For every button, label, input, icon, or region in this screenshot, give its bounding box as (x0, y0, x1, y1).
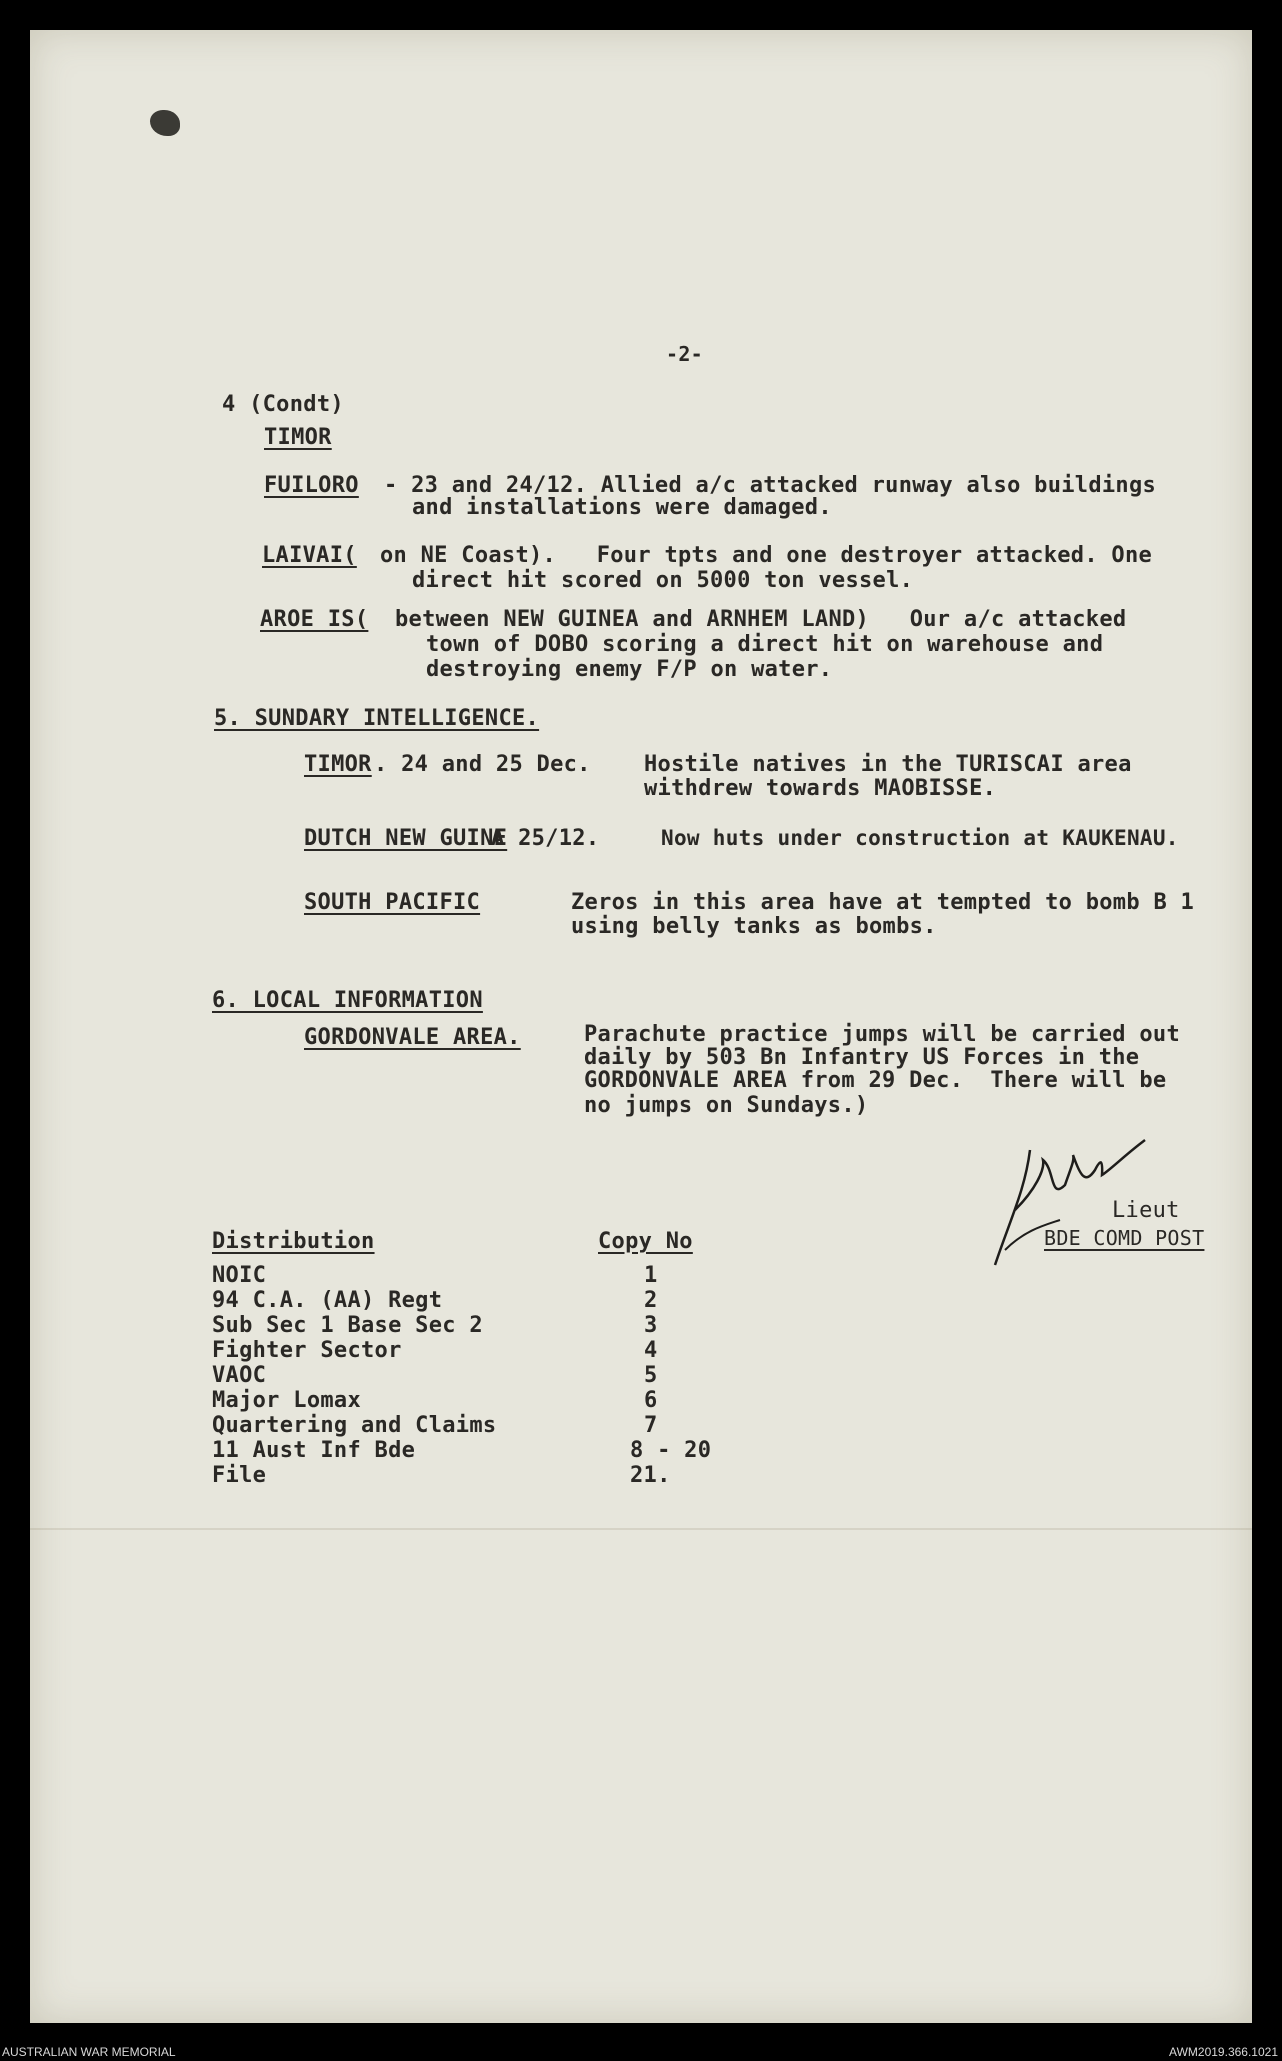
distribution-name: Quartering and Claims (212, 1413, 497, 1438)
place-laivai: LAIVAI( (262, 543, 357, 568)
place-timor: TIMOR (304, 752, 372, 777)
text-line: Hostile natives in the TURISCAI area (644, 752, 1132, 777)
text-line: - 23 and 24/12. Allied a/c attacked runway also buildings (384, 473, 1157, 498)
text-line: Parachute practice jumps will be carried out (584, 1022, 1180, 1047)
region-timor: TIMOR (264, 425, 332, 450)
distribution-name: 94 C.A. (AA) Regt (212, 1288, 443, 1313)
date: A 25/12. (491, 826, 600, 851)
copy-number: 2 (644, 1288, 658, 1313)
text-line: no jumps on Sundays.) (584, 1093, 869, 1118)
section-6-title: 6. LOCAL INFORMATION (212, 988, 483, 1013)
place-south-pacific: SOUTH PACIFIC (304, 890, 481, 915)
place-fuiloro: FUILORO (264, 473, 359, 498)
place-aroe-is: AROE IS( (260, 607, 369, 632)
distribution-name: VAOC (212, 1363, 267, 1388)
text-line: and installations were damaged. (412, 495, 832, 520)
text-line: daily by 503 Bn Infantry US Forces in the (584, 1045, 1140, 1070)
text-line: using belly tanks as bombs. (571, 914, 937, 939)
place-dutch-new-guinea: DUTCH NEW GUINE (304, 826, 508, 851)
text-line: town of DOBO scoring a direct hit on warehouse and (426, 632, 1104, 657)
text-line: GORDONVALE AREA from 29 Dec. There will be (584, 1068, 1167, 1093)
text-line: Zeros in this area have at tempted to bomb B 1 (571, 890, 1195, 915)
distribution-name: Sub Sec 1 Base Sec 2 (212, 1313, 483, 1338)
text-line: Now huts under construction at KAUKENAU. (661, 826, 1179, 850)
footer-accession: AWM2019.366.1021 (1169, 2045, 1278, 2059)
copy-number: 5 (644, 1363, 658, 1388)
text-line: on NE Coast). Four tpts and one destroyer attacked. One (380, 543, 1153, 568)
footer-credit: AUSTRALIAN WAR MEMORIAL (2, 2045, 176, 2059)
copy-number: 1 (644, 1263, 658, 1288)
distribution-header: Distribution (212, 1229, 375, 1254)
date: . 24 and 25 Dec. (374, 752, 591, 777)
distribution-name: NOIC (212, 1263, 267, 1288)
text-line: withdrew towards MAOBISSE. (644, 776, 997, 801)
distribution-name: File (212, 1463, 267, 1488)
text-line: destroying enemy F/P on water. (426, 657, 833, 682)
copy-number: 7 (644, 1413, 658, 1438)
copy-number: 6 (644, 1388, 658, 1413)
distribution-name: Major Lomax (212, 1388, 361, 1413)
signature-post: BDE COMD POST (1044, 1226, 1205, 1250)
copy-number: 21. (630, 1463, 671, 1488)
distribution-name: Fighter Sector (212, 1338, 402, 1363)
page-number: -2- (666, 342, 704, 366)
paper-fold (30, 1528, 1252, 1530)
section-4-heading: 4 (Condt) (222, 392, 344, 417)
copy-number: 3 (644, 1313, 658, 1338)
place-gordonvale: GORDONVALE AREA. (304, 1025, 521, 1050)
copy-number: 4 (644, 1338, 658, 1363)
signature-rank: Lieut (1112, 1198, 1180, 1223)
section-5-title: 5. SUNDARY INTELLIGENCE. (214, 706, 540, 731)
copy-number: 8 - 20 (630, 1438, 712, 1463)
copy-no-header: Copy No (598, 1229, 693, 1254)
text-line: between NEW GUINEA and ARNHEM LAND) Our a/c attacked (395, 607, 1127, 632)
distribution-name: 11 Aust Inf Bde (212, 1438, 416, 1463)
text-line: direct hit scored on 5000 ton vessel. (412, 568, 914, 593)
